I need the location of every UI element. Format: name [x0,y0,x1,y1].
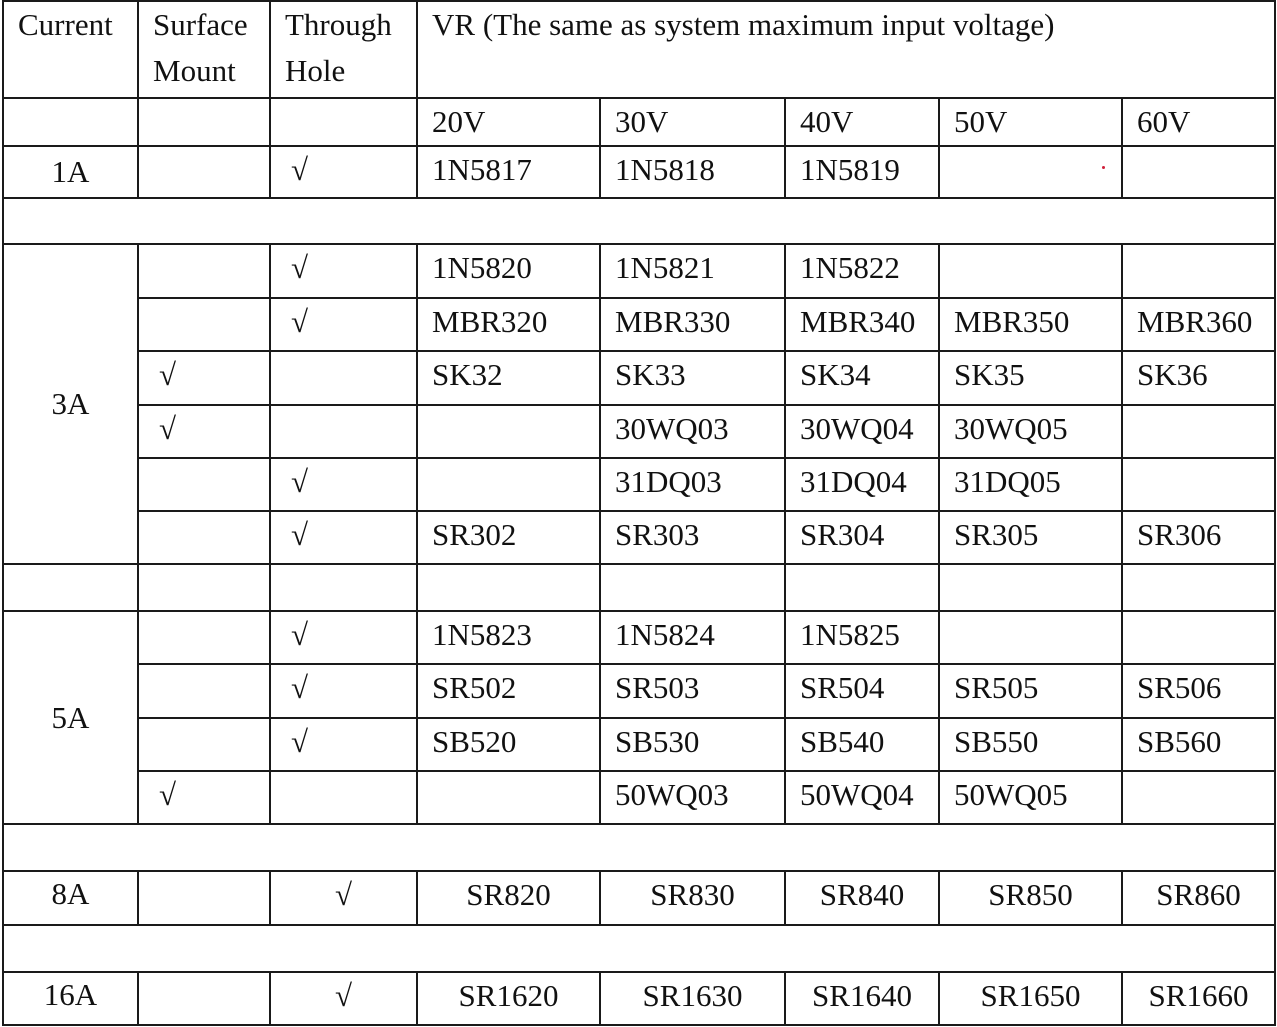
part-cell [1122,244,1275,298]
table-row [3,718,1275,771]
part-cell: SK36 [1122,351,1275,405]
part-cell: SB560 [1122,718,1275,771]
table-row [3,871,1275,925]
part-cell: SR1620 [417,972,600,1025]
part-cell: 30WQ05 [939,405,1122,458]
table-row [3,972,1275,1025]
header-current: Current [3,1,138,98]
table-row [3,664,1275,718]
part-cell: MBR360 [1122,298,1275,351]
part-cell: SR306 [1122,511,1275,564]
part-cell: 1N5817 [417,146,600,198]
part-cell [1122,611,1275,664]
header-surface-mount: Surface Mount [138,1,270,98]
part-cell [939,146,1122,198]
table-row [3,351,1275,405]
voltage-20v: 20V [417,98,600,146]
part-cell: SR502 [417,664,600,718]
schottky-diode-selection-table [2,0,1276,1026]
part-cell [417,458,600,511]
table-row [3,511,1275,564]
table-row [3,298,1275,351]
part-cell: SR830 [600,871,785,925]
part-cell: SR860 [1122,871,1275,925]
part-cell: 31DQ04 [785,458,939,511]
part-cell: 1N5818 [600,146,785,198]
voltage-30v: 30V [600,98,785,146]
table-row [3,405,1275,458]
surface-mount-cell [138,972,270,1025]
through-hole-cell: √ [270,718,417,771]
part-cell: SR305 [939,511,1122,564]
surface-mount-cell [138,718,270,771]
voltage-60v: 60V [1122,98,1275,146]
through-hole-cell: √ [270,298,417,351]
part-cell [1122,405,1275,458]
part-cell: SR304 [785,511,939,564]
spacer-row [3,925,1275,972]
part-cell: MBR350 [939,298,1122,351]
part-cell: SR1640 [785,972,939,1025]
table-row [3,771,1275,824]
through-hole-cell: √ [270,511,417,564]
current-1a: 1A [3,146,138,198]
spacer-row [3,824,1275,871]
part-cell: SB540 [785,718,939,771]
part-cell [1122,146,1275,198]
part-cell: SB520 [417,718,600,771]
part-cell: 1N5822 [785,244,939,298]
through-hole-cell [270,771,417,824]
through-hole-cell: √ [270,146,417,198]
table-row [3,244,1275,298]
through-hole-cell [270,405,417,458]
voltage-50v: 50V [939,98,1122,146]
surface-mount-cell [138,244,270,298]
part-cell [1122,458,1275,511]
part-cell: SR1660 [1122,972,1275,1025]
part-cell: MBR320 [417,298,600,351]
spacer-row [3,198,1275,244]
part-cell: MBR340 [785,298,939,351]
part-cell: 50WQ04 [785,771,939,824]
through-hole-cell: √ [270,972,417,1025]
header-row [3,1,1275,98]
through-hole-cell: √ [270,871,417,925]
part-cell [417,771,600,824]
part-cell: SB530 [600,718,785,771]
surface-mount-cell: √ [138,351,270,405]
part-cell: SK34 [785,351,939,405]
header-vr: VR (The same as system maximum input voltage) [417,1,1275,98]
through-hole-cell: √ [270,244,417,298]
part-cell: 1N5821 [600,244,785,298]
surface-mount-cell [138,146,270,198]
part-cell: SR506 [1122,664,1275,718]
part-cell: 30WQ03 [600,405,785,458]
surface-mount-cell [138,511,270,564]
part-cell: SR505 [939,664,1122,718]
through-hole-cell [270,351,417,405]
part-cell: 50WQ05 [939,771,1122,824]
surface-mount-cell [138,611,270,664]
part-cell: SR1650 [939,972,1122,1025]
part-cell: MBR330 [600,298,785,351]
part-cell: SK32 [417,351,600,405]
through-hole-cell: √ [270,664,417,718]
part-cell: SR503 [600,664,785,718]
part-cell: 1N5819 [785,146,939,198]
spacer-row [3,564,1275,611]
surface-mount-cell [138,298,270,351]
current-5a: 5A [3,611,138,824]
part-cell [939,244,1122,298]
part-cell: SR820 [417,871,600,925]
part-cell: SR850 [939,871,1122,925]
part-cell: 50WQ03 [600,771,785,824]
header-through-hole: Through Hole [270,1,417,98]
part-cell [417,405,600,458]
red-dot-mark [1102,166,1105,169]
part-cell: SK33 [600,351,785,405]
surface-mount-cell [138,458,270,511]
part-cell: SR303 [600,511,785,564]
table-row [3,458,1275,511]
current-8a: 8A [3,871,138,925]
part-cell: 1N5825 [785,611,939,664]
part-cell: SR1630 [600,972,785,1025]
part-cell: 31DQ05 [939,458,1122,511]
part-cell [939,611,1122,664]
surface-mount-cell: √ [138,771,270,824]
voltage-40v: 40V [785,98,939,146]
part-cell: SK35 [939,351,1122,405]
voltage-header-row [3,98,1275,146]
through-hole-cell: √ [270,458,417,511]
surface-mount-cell [138,664,270,718]
table-row [3,146,1275,198]
surface-mount-cell [138,871,270,925]
through-hole-cell: √ [270,611,417,664]
part-cell: SR302 [417,511,600,564]
part-cell: SR840 [785,871,939,925]
part-cell: SB550 [939,718,1122,771]
part-cell: 1N5820 [417,244,600,298]
current-3a: 3A [3,244,138,564]
part-cell [1122,771,1275,824]
part-cell: 1N5823 [417,611,600,664]
part-cell: 1N5824 [600,611,785,664]
current-16a: 16A [3,972,138,1025]
part-cell: SR504 [785,664,939,718]
part-cell: 31DQ03 [600,458,785,511]
surface-mount-cell: √ [138,405,270,458]
table-row [3,611,1275,664]
part-cell: 30WQ04 [785,405,939,458]
